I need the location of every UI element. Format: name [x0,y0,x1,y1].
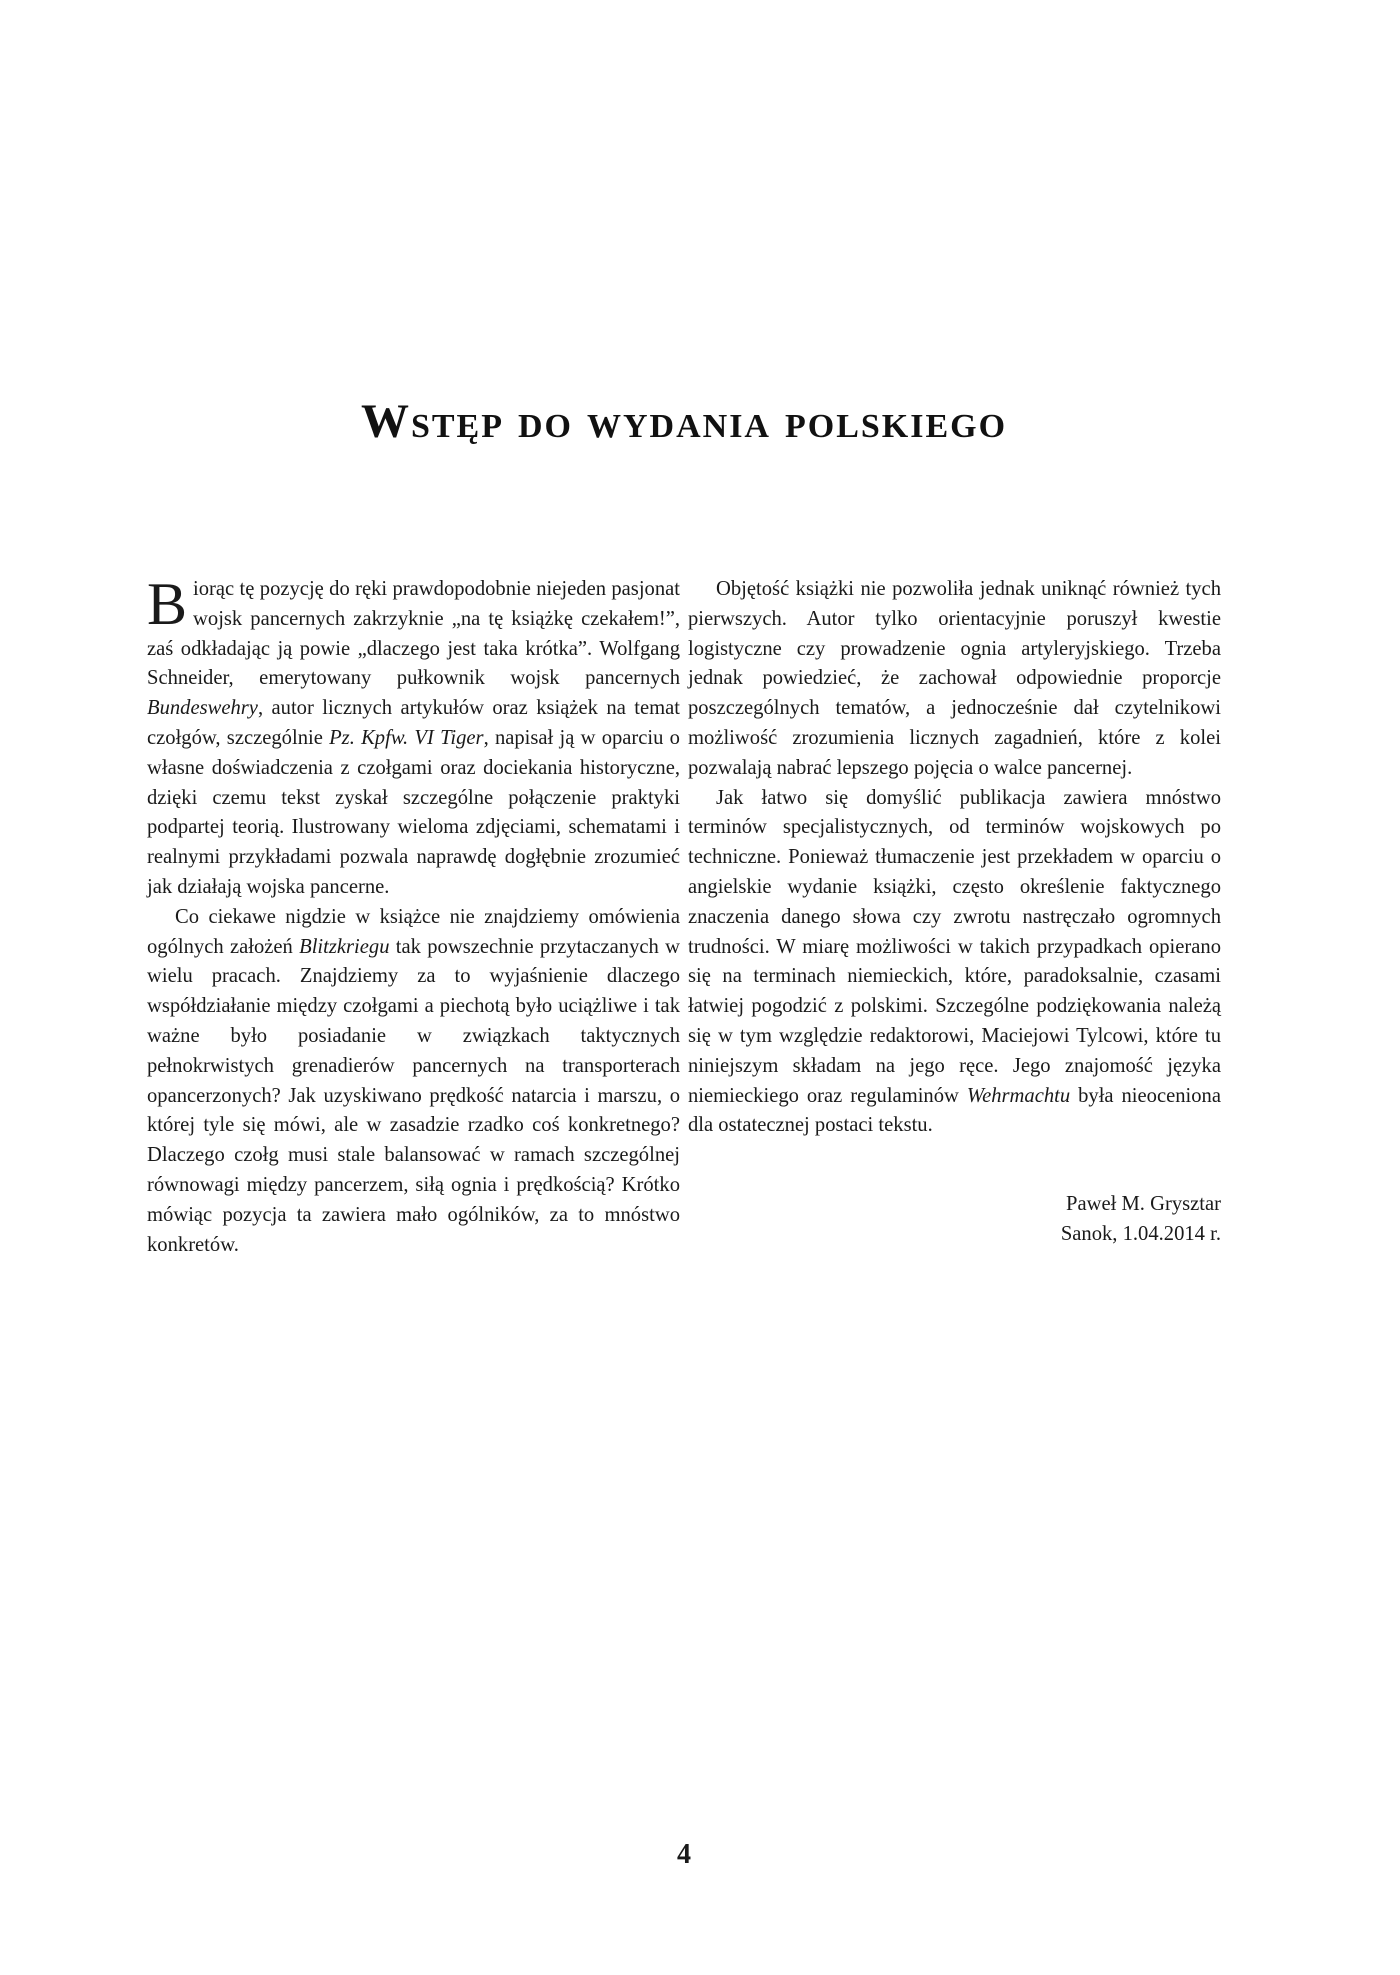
paragraph-3: Objętość książki nie pozwoliła jednak uniknąć również tych pierwszych. Autor tylko orientacyjnie poruszył kwestie logistyczne czy prowadzenie ognia artyleryjskiego. Trzeba jednak powiedzieć, że zachował odpowiednie proporcje poszczególnych tematów, a jednocześnie dał czytelnikowi możliwość zrozumienia licznych zagadnień, które z kolei pozwalają nabrać lepszego pojęcia o walce pancernej. [688,578,1221,779]
drop-cap: B [147,571,188,637]
paragraph-2-text-b: tak powszechnie przytaczanych w wielu pracach. Znajdziemy za to wyjaśnienie dlaczego współdziałanie między czołgami a piechotą było uciążliwe i tak ważne było posiadanie w związkach taktycznych pełnokrwistych grenadierów pancernych na transporterach opancerzonych? Jak uzyskiwano prędkość natarcia i marszu, o której tyle się mówi, ale w zasadzie rzadko coś konkretnego? Dlaczego czołg musi stale balansować w ramach szczególnej równowagi między pancerzem, siłą ognia i prędkością? Krótko mówiąc pozycja ta zawiera mało ogólników, za to mnóstwo konkretów. [147,935,680,1256]
paragraph-1 [147,571,680,903]
paragraph-4-text-b: była nieoceniona dla ostatecznej postaci tekstu. [688,1084,1221,1137]
paragraph-4 [688,784,1221,1142]
paragraph-4-text-a: Jak łatwo się domyślić publikacja zawiera mnóstwo terminów specjalistycznych, od terminów wojskowych po techniczne. Ponieważ tłumaczenie jest przekładem w oparciu o angielskie wydanie książki, często określenie faktycznego znaczenia danego słowa czy zwrotu nastręczało ogromnych trudności. W miarę możliwości w takich przypadkach opierano się na terminach niemieckich, które, paradoksalnie, czasami łatwiej pogodzić z polskimi. Szczególne podziękowania należą się w tym względzie redaktorowi, Maciejowi Tylcowi, które tu niniejszym składam na jego ręce. Jego znajomość języka niemieckiego oraz regulaminów [688,786,1221,1107]
paragraph-1-text-c: , napisał ją w oparciu o własne doświadczenia z czołgami oraz dociekania historyczne, dzięki czemu tekst zyskał szczególne połączenie praktyki podpartej teorią. Ilustrowany wieloma zdjęciami, schematami i realnymi przykładami pozwala naprawdę dogłębnie zrozumieć jak działają wojska pancerne. [147,726,680,898]
left-column [147,571,680,1260]
paragraph-1-italic-bundeswehry: Bundeswehry [147,697,258,720]
signature-block [688,1189,1221,1249]
paragraph-2-italic-blitzkriegu: Blitzkriegu [299,935,390,958]
signature-name: Paweł M. Grysztar [1066,1193,1221,1216]
paragraph-1-text-a: iorąc tę pozycję do ręki prawdopodobnie niejeden pasjonat wojsk pancernych zakrzyknie „na tę książkę czekałem!”, zaś odkładając ją powie „dlaczego jest taka krótka”. Wolfgang Schneider, emerytowany pułkownik wojsk pancernych [147,578,680,690]
page-number: 4 [677,1839,691,1870]
paragraph-1-italic-tiger: Pz. Kpfw. VI Tiger [329,726,484,749]
right-column [688,575,1221,1249]
signature-place-date: Sanok, 1.04.2014 r. [1060,1223,1221,1246]
paragraph-2-text-a: Co ciekawe nigdzie w książce nie znajdziemy omówienia ogólnych założeń [147,905,680,958]
page-title: Wstęp do wydania polskiego [360,395,1008,448]
paragraph-4-italic-wehrmachtu: Wehrmachtu [966,1084,1071,1107]
paragraph-2 [147,903,680,1261]
paragraph-1-text-b: , autor licznych artykułów oraz książek na temat czołgów, szczególnie [147,697,680,749]
